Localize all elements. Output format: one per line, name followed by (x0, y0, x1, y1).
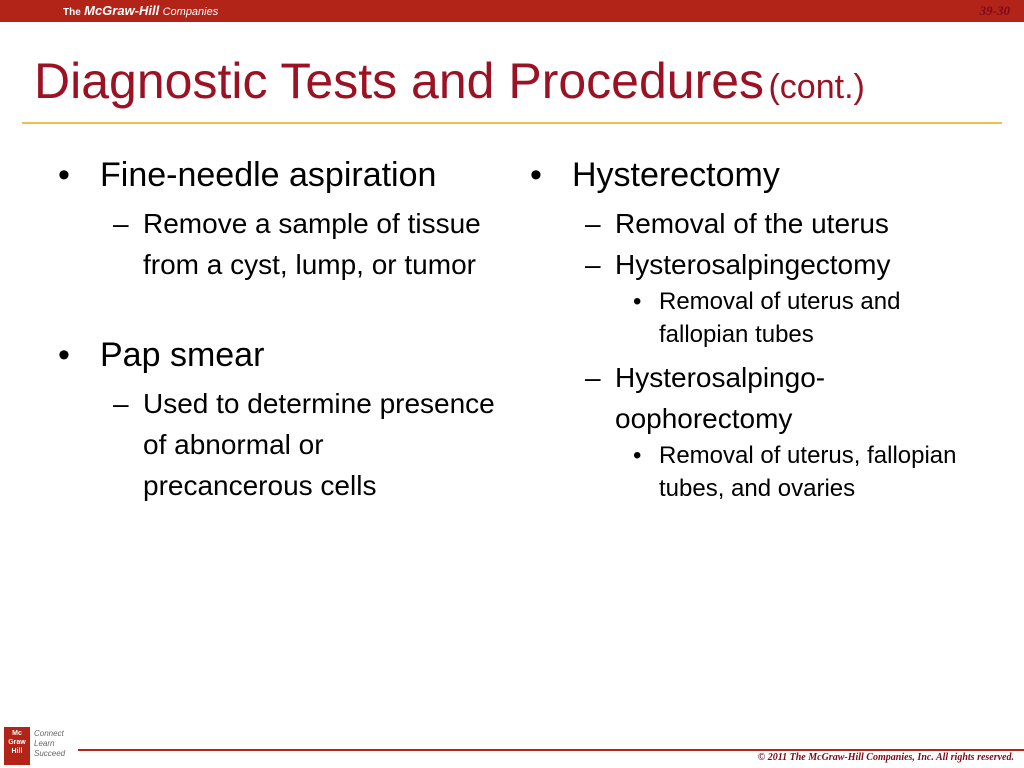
sub-bullet-item (58, 383, 498, 506)
slide-number: 39-30 (979, 3, 1010, 18)
bullet-item (58, 333, 498, 377)
brand-companies: Companies (162, 6, 219, 18)
right-bullet-column (530, 153, 970, 505)
bullet-dash-icon: – (113, 388, 129, 419)
bullet-dot-icon: • (530, 156, 542, 194)
sub-bullet-item (530, 357, 970, 439)
copyright-notice: © 2011 The McGraw-Hill Companies, Inc. All rights reserved. (757, 752, 1014, 763)
logo-text: Mc Graw Hill (8, 730, 26, 755)
sub-bullet-item (530, 203, 970, 244)
sub-bullet-text: Hysterosalpingo-oophorectomy (615, 362, 826, 434)
sub-bullet-item (58, 203, 498, 285)
brand-name: McGraw-Hill (84, 3, 160, 18)
bullet-dash-icon: – (585, 208, 601, 239)
sub-bullet-text: Used to determine presence of abnormal or precancerous cells (143, 388, 495, 501)
bullet-text: Pap smear (100, 336, 265, 374)
slide-title (34, 53, 865, 109)
bullet-dash-icon: – (585, 249, 601, 280)
bullet-text: Hysterectomy (572, 156, 780, 194)
bullet-dot-icon: • (58, 336, 70, 374)
sub-bullet-text: Hysterosalpingectomy (615, 249, 891, 280)
sub-sub-bullet-text: Removal of uterus, fallopian tubes, and ovaries (659, 442, 957, 502)
sub-sub-bullet-text: Removal of uterus and fallopian tubes (659, 288, 901, 348)
bullet-dash-icon: – (585, 362, 601, 393)
brand-the: The (63, 7, 81, 18)
header-bar (0, 0, 1024, 22)
tagline-connect: Connect (34, 729, 64, 738)
left-bullet-column (58, 153, 498, 506)
bullet-text: Fine-needle aspiration (100, 156, 437, 194)
footer-divider (78, 749, 1024, 751)
sub-bullet-item (530, 244, 970, 285)
sub-bullet-text: Remove a sample of tissue from a cyst, lump, or tumor (143, 208, 481, 280)
bullet-dot-icon: • (633, 288, 642, 315)
bullet-dot-icon: • (58, 156, 70, 194)
title-divider (22, 122, 1002, 124)
tagline-learn: Learn (34, 739, 55, 748)
bullet-item (530, 153, 970, 197)
tagline-succeed: Succeed (34, 749, 66, 758)
bullet-dash-icon: – (113, 208, 129, 239)
bullet-dot-icon: • (633, 442, 642, 469)
sub-sub-bullet-item (530, 439, 970, 505)
slide-title-suffix: (cont.) (768, 68, 865, 106)
slide-title-main: Diagnostic Tests and Procedures (34, 53, 765, 109)
mcgraw-hill-logo (4, 727, 30, 765)
brand-wordmark (63, 3, 218, 19)
sub-bullet-text: Removal of the uterus (615, 208, 889, 239)
bullet-item (58, 153, 498, 197)
sub-sub-bullet-item (530, 285, 970, 351)
tagline (34, 729, 65, 759)
